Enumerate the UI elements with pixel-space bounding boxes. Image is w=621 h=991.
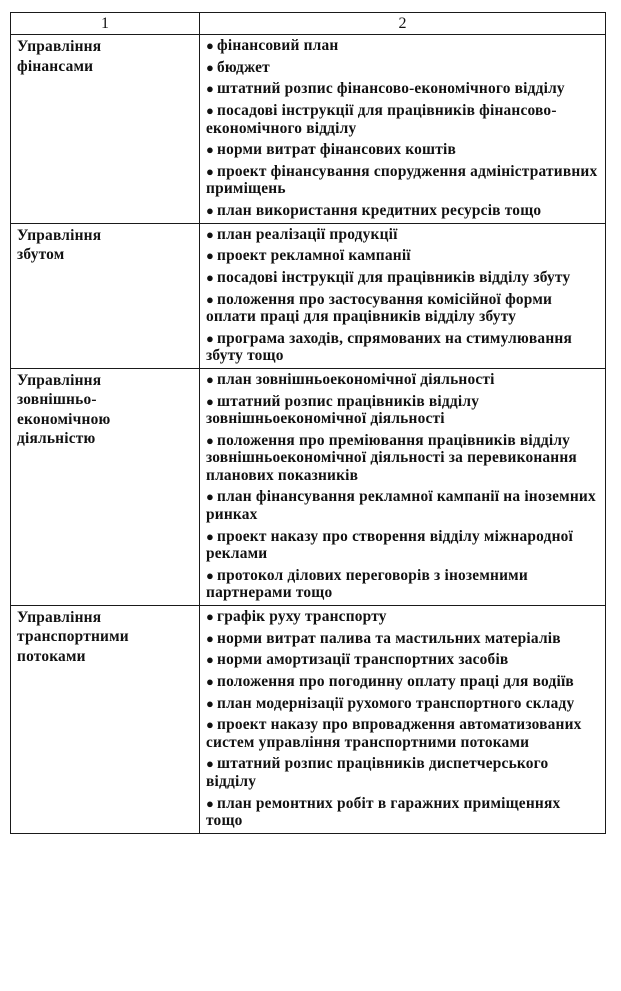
bullet-icon: ● xyxy=(206,673,215,689)
list-item-text: план ремонтних робіт в гаражних приміщеннях тощо xyxy=(206,794,561,830)
list-item-text: проект наказу про створення відділу міжнародної реклами xyxy=(206,527,574,563)
list-item xyxy=(206,59,599,77)
category-label: Управління транспортними потоками xyxy=(17,608,129,665)
list-item xyxy=(206,269,599,287)
list-item xyxy=(206,630,599,648)
list-item xyxy=(206,755,599,790)
bullet-icon: ● xyxy=(206,226,215,242)
bullet-icon: ● xyxy=(206,270,215,285)
header-row xyxy=(11,13,606,35)
bullet-icon: ● xyxy=(206,142,215,158)
category-cell xyxy=(11,223,200,368)
list-item-text: штатний розпис фінансово-економічного відділу xyxy=(217,80,565,98)
list-item xyxy=(206,716,599,751)
list-item-text: штатний розпис працівників відділу зовнішньоекономічної діяльності xyxy=(206,392,480,428)
column-header-2: 2 xyxy=(200,13,606,35)
table-row xyxy=(11,368,606,605)
list-item-text: посадові інструкції для працівників відділу збуту xyxy=(217,269,571,286)
list-item xyxy=(206,37,599,55)
list-item xyxy=(206,393,599,428)
bullet-icon: ● xyxy=(206,695,215,711)
items-cell xyxy=(200,605,606,833)
list-item-text: норми витрат фінансових коштів xyxy=(217,141,457,159)
list-item xyxy=(206,371,599,389)
list-item-text: план зовнішньоекономічної діяльності xyxy=(217,370,495,388)
list-item-text: посадові інструкції для працівників фінансово-економічного відділу xyxy=(206,102,557,137)
list-item-text: положення про погодинну оплату праці для водіїв xyxy=(217,672,574,690)
list-item xyxy=(206,608,599,626)
bullet-icon: ● xyxy=(206,630,215,646)
list-item-text: норми амортизації транспортних засобів xyxy=(217,651,509,669)
items-cell xyxy=(200,223,606,368)
list-item xyxy=(206,163,599,198)
list-item-text: план фінансування рекламної кампанії на іноземних ринках xyxy=(206,488,596,523)
list-item xyxy=(206,695,599,713)
list-item xyxy=(206,102,599,137)
bullet-icon: ● xyxy=(206,567,215,583)
table-body xyxy=(11,35,606,834)
list-item xyxy=(206,226,599,244)
list-item-text: план реалізації продукції xyxy=(217,225,398,243)
list-item xyxy=(206,291,599,326)
list-item-text: фінансовий план xyxy=(217,37,339,54)
list-item-text: положення про застосування комісійної форми оплати праці для працівників відділу збуту xyxy=(206,290,553,326)
list-item-text: проект фінансування спорудження адміністративних приміщень xyxy=(206,162,598,198)
list-item-text: проект наказу про впровадження автоматизованих систем управління транспортними потоками xyxy=(206,716,582,751)
list-item-text: бюджет xyxy=(217,58,270,76)
list-item xyxy=(206,141,599,159)
bullet-icon: ● xyxy=(206,330,215,346)
list-item xyxy=(206,432,599,485)
items-cell xyxy=(200,368,606,605)
bullet-icon: ● xyxy=(206,291,215,307)
bullet-icon: ● xyxy=(206,38,215,53)
list-item xyxy=(206,247,599,265)
bullet-icon: ● xyxy=(206,103,215,119)
bullet-icon: ● xyxy=(206,203,215,219)
category-label: Управління фінансами xyxy=(17,38,102,75)
list-item-text: проект рекламної кампанії xyxy=(217,247,411,265)
bullet-icon: ● xyxy=(206,489,215,505)
bullet-icon: ● xyxy=(206,717,215,733)
bullet-icon: ● xyxy=(206,371,215,387)
list-item-text: положення про преміювання працівників відділу зовнішньоекономічної діяльності за перевиконання планових показників xyxy=(206,431,577,484)
bullet-icon: ● xyxy=(206,432,215,448)
list-item xyxy=(206,651,599,669)
document-table xyxy=(10,12,606,834)
list-item xyxy=(206,80,599,98)
bullet-icon: ● xyxy=(206,795,215,811)
table-row xyxy=(11,35,606,224)
list-item xyxy=(206,528,599,563)
bullet-icon: ● xyxy=(206,163,215,179)
list-item xyxy=(206,567,599,602)
table-row xyxy=(11,223,606,368)
column-header-1: 1 xyxy=(11,13,200,35)
bullet-icon: ● xyxy=(206,81,215,97)
bullet-icon: ● xyxy=(206,756,215,772)
category-label: Управління збутом xyxy=(17,226,102,264)
list-item-text: план модернізації рухомого транспортного складу xyxy=(217,694,575,712)
bullet-icon: ● xyxy=(206,248,215,264)
bullet-icon: ● xyxy=(206,393,215,409)
bullet-icon: ● xyxy=(206,59,215,75)
category-cell xyxy=(11,35,200,224)
list-item-text: програма заходів, спрямованих на стимулювання збуту тощо xyxy=(206,329,572,365)
category-cell xyxy=(11,605,200,833)
items-cell xyxy=(200,35,606,224)
bullet-icon: ● xyxy=(206,528,215,544)
list-item-text: план використання кредитних ресурсів тощо xyxy=(217,202,542,220)
list-item xyxy=(206,202,599,220)
list-item-text: штатний розпис працівників диспетчерського відділу xyxy=(206,755,549,790)
table-row xyxy=(11,605,606,833)
list-item-text: норми витрат палива та мастильних матеріалів xyxy=(217,629,561,647)
list-item xyxy=(206,795,599,830)
list-item xyxy=(206,673,599,691)
list-item xyxy=(206,330,599,365)
category-cell xyxy=(11,368,200,605)
bullet-icon: ● xyxy=(206,608,215,624)
list-item-text: графік руху транспорту xyxy=(217,607,387,625)
bullet-icon: ● xyxy=(206,652,215,668)
list-item-text: протокол ділових переговорів з іноземними партнерами тощо xyxy=(206,566,528,602)
list-item xyxy=(206,488,599,523)
category-label: Управління зовнішньо-економічною діяльністю xyxy=(17,371,111,448)
